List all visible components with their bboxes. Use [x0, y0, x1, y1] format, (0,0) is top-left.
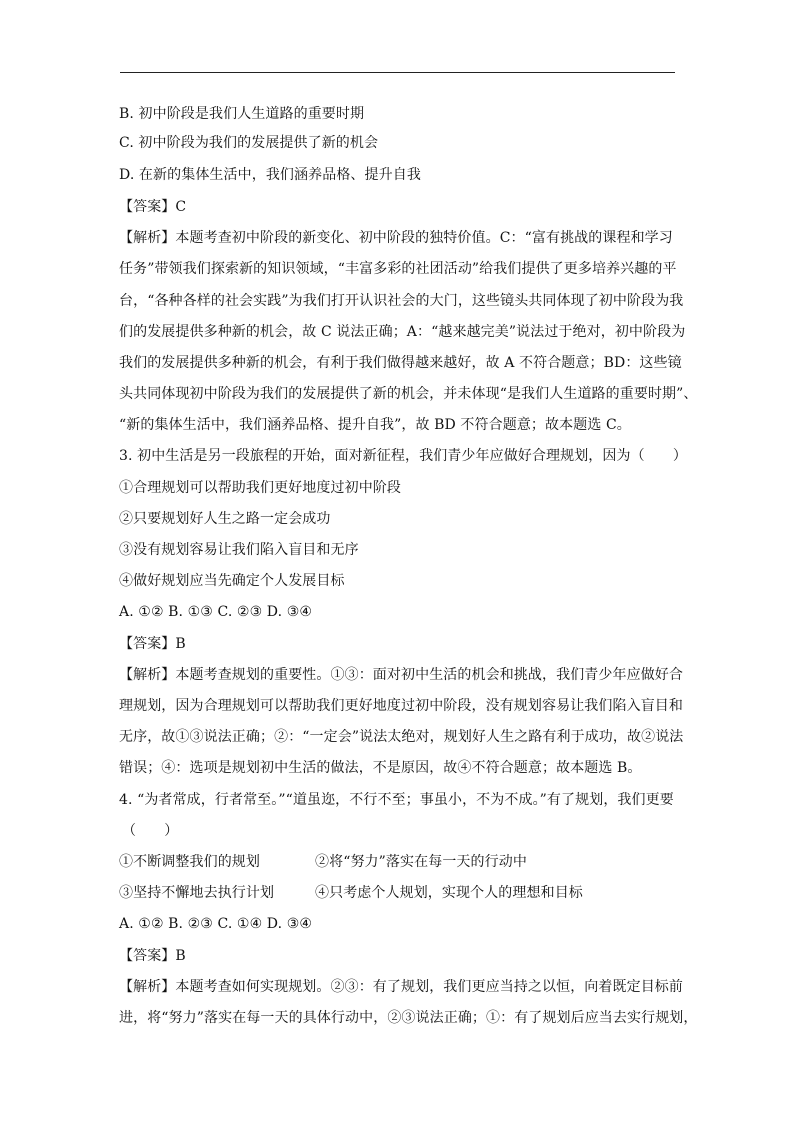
q3-choices: A. ①② B. ①③ C. ②③ D. ③④: [119, 604, 312, 620]
question-4-stem: 4. “为者常成，行者常至。”“道虽迩，不行不至；事虽小，不为不成。”有了规划，我们更要: [119, 792, 674, 808]
analysis-q3-line: 无序，故①③说法正确；②：“一定会”说法太绝对，规划好人生之路有利于成功，故②说法: [119, 729, 684, 745]
header-rule: [120, 72, 675, 73]
option-b: B. 初中阶段是我们人生道路的重要时期: [119, 106, 365, 122]
analysis-q4-line: 进，将“努力”落实在每一天的具体行动中，②③说法正确；①：有了规划后应当去实行规划，: [119, 1010, 698, 1026]
answer-q4: 【答案】B: [119, 948, 186, 964]
analysis-q2-line: “新的集体生活中，我们涵养品格、提升自我”，故 BD 不符合题意；故本题选 C。: [119, 417, 631, 433]
option-d: D. 在新的集体生活中，我们涵养品格、提升自我: [119, 167, 421, 183]
q3-statement: ②只要规划好人生之路一定会成功: [119, 511, 331, 527]
q4-statement-3: ③坚持不懈地去执行计划: [119, 885, 275, 901]
analysis-q3-line: 理规划，因为合理规划可以帮助我们更好地度过初中阶段，没有规划容易让我们陷入盲目和: [119, 698, 683, 714]
q3-statement: ④做好规划应当先确定个人发展目标: [119, 573, 345, 589]
q4-choices: A. ①② B. ②③ C. ①④ D. ③④: [119, 916, 312, 932]
analysis-q3-line: 错误；④：选项是规划初中生活的做法，不是原因，故④不符合题意；故本题选 B。: [119, 760, 642, 776]
analysis-q2-line: 【解析】本题考查初中阶段的新变化、初中阶段的独特价值。C：“富有挑战的课程和学习: [119, 230, 673, 246]
analysis-q2-line: 们的发展提供多种新的机会，故 C 说法正确；A：“越来越完美”说法过于绝对，初中阶段为: [119, 324, 686, 340]
answer-q3: 【答案】B: [119, 636, 186, 652]
q4-statement-4: ④只考虑个人规划，实现个人的理想和目标: [315, 885, 583, 901]
analysis-q2-line: 台，“各种各样的社会实践”为我们打开认识社会的大门，这些镜头共同体现了初中阶段为我: [119, 293, 684, 309]
analysis-q2-line: 任务”带领我们探索新的知识领域，“丰富多彩的社团活动”给我们提供了更多培养兴趣的平: [119, 261, 677, 277]
answer-q2: 【答案】C: [119, 199, 187, 215]
q4-statement-1: ①不断调整我们的规划: [119, 854, 260, 870]
q3-statement: ③没有规划容易让我们陷入盲目和无序: [119, 542, 359, 558]
option-c: C. 初中阶段为我们的发展提供了新的机会: [119, 135, 379, 151]
question-4-blank: （ ）: [122, 823, 179, 839]
q4-statement-2: ②将“努力”落实在每一天的行动中: [315, 854, 527, 870]
q3-statement: ①合理规划可以帮助我们更好地度过初中阶段: [119, 480, 401, 496]
analysis-q2-line: 头共同体现初中阶段为我们的发展提供了新的机会，并未体现“是我们人生道路的重要时期”、: [119, 386, 698, 402]
question-3-stem: 3. 初中生活是另一段旅程的开始，面对新征程，我们青少年应做好合理规划，因为（ ）: [119, 448, 688, 464]
analysis-q2-line: 我们的发展提供多种新的机会，有利于我们做得越来越好，故 A 不符合题意；BD：这些镜: [119, 355, 682, 371]
analysis-q4-line: 【解析】本题考查如何实现规划。②③：有了规划，我们更应当持之以恒，向着既定目标前: [119, 979, 683, 995]
analysis-q3-line: 【解析】本题考查规划的重要性。①③：面对初中生活的机会和挑战，我们青少年应做好合: [119, 667, 683, 683]
